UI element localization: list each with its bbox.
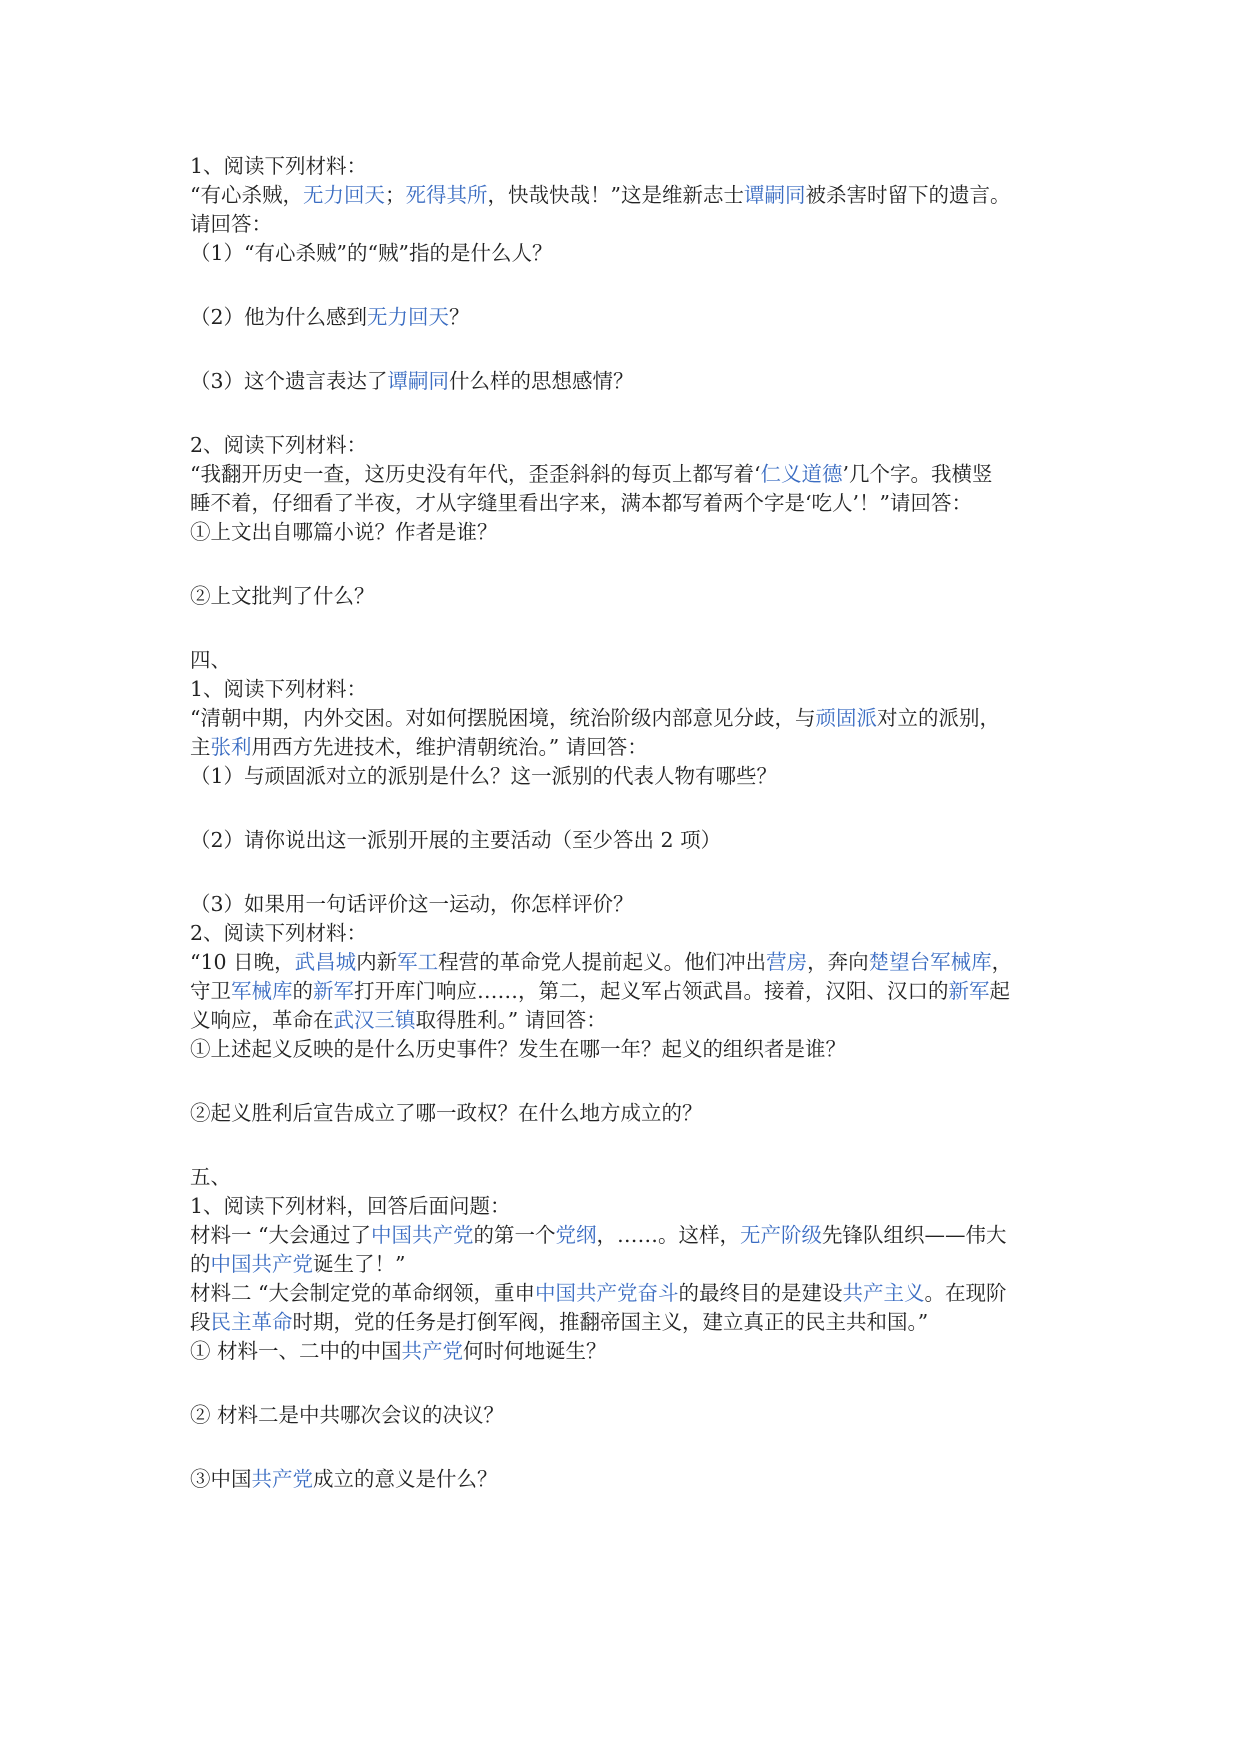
text-run: 时期，党的任务是打倒军阀，推翻帝国主义，建立真正的民主共和国。” [292, 1310, 929, 1334]
keyword-link[interactable]: 武昌城 [294, 950, 357, 974]
text-run: ’几个字。我横竖 [842, 462, 993, 486]
text-line [190, 1279, 1070, 1308]
text-line [190, 303, 1070, 332]
text-line [190, 1337, 1070, 1366]
text-line [190, 646, 1070, 675]
text-run: ， [991, 950, 1013, 974]
keyword-link[interactable]: 共产党 [401, 1339, 464, 1363]
text-line [190, 518, 1070, 547]
text-run: 材料一 “大会通过了 [190, 1223, 371, 1247]
text-run: 段 [190, 1310, 211, 1334]
text-line [190, 152, 1070, 181]
text-run: 2、阅读下列材料： [190, 921, 368, 945]
text-run: ，……。这样， [596, 1223, 740, 1247]
text-run: ； [384, 183, 406, 207]
text-run: ② 材料二是中共哪次会议的决议？ [190, 1403, 505, 1427]
keyword-link[interactable]: 中国共产党 [371, 1223, 474, 1247]
text-line [190, 181, 1070, 210]
text-line [190, 890, 1070, 919]
text-run: 何时何地诞生？ [463, 1339, 607, 1363]
text-line [190, 210, 1070, 239]
text-run: 程营的革命党人提前起义。他们冲出 [438, 950, 767, 974]
text-line [190, 431, 1070, 460]
text-line [190, 1099, 1070, 1128]
text-run: （3）这个遗言表达了 [190, 369, 388, 393]
keyword-link[interactable]: 楚望台军械库 [868, 950, 992, 974]
text-run: 的第一个 [473, 1223, 556, 1247]
text-run: （2）请你说出这一派别开展的主要活动（至少答出 2 项） [190, 828, 722, 852]
text-run: 诞生了！” [313, 1252, 406, 1276]
text-line [190, 489, 1070, 518]
text-run: 起 [989, 979, 1010, 1003]
text-run: 什么样的思想感情？ [449, 369, 634, 393]
keyword-link[interactable]: 党纲 [555, 1223, 597, 1247]
keyword-link[interactable]: 新军 [313, 979, 354, 1003]
keyword-link[interactable]: 无力回天 [302, 183, 385, 207]
keyword-link[interactable]: 新军 [948, 979, 990, 1003]
text-run: 打开库门响应……，第二，起义军占领武昌。接着，汉阳、汉口的 [354, 979, 949, 1003]
text-run: ③中国 [190, 1467, 252, 1491]
text-line [190, 1192, 1070, 1221]
text-line [190, 239, 1070, 268]
text-run: 守卫 [190, 979, 231, 1003]
keyword-link[interactable]: 军工 [397, 950, 439, 974]
keyword-link[interactable]: 军械库 [231, 979, 293, 1003]
text-line [190, 1465, 1070, 1494]
text-run: ①上文出自哪篇小说？作者是谁？ [190, 520, 498, 544]
text-run: “10 日晚， [190, 950, 295, 974]
text-line [190, 1035, 1070, 1064]
blank-line [190, 1064, 1070, 1099]
text-run: ②上文批判了什么？ [190, 584, 375, 608]
text-run: 的 [190, 1252, 211, 1276]
text-line [190, 948, 1070, 977]
keyword-link[interactable]: 营房 [766, 950, 808, 974]
keyword-link[interactable]: 死得其所 [405, 183, 488, 207]
text-run: 的 [292, 979, 313, 1003]
text-run: 。在现阶 [924, 1281, 1007, 1305]
text-line [190, 704, 1070, 733]
text-line [190, 919, 1070, 948]
text-run: 的最终目的是建设 [678, 1281, 843, 1305]
keyword-link[interactable]: 谭嗣同 [743, 183, 806, 207]
text-line [190, 1221, 1070, 1250]
text-line [190, 675, 1070, 704]
blank-line [190, 611, 1070, 646]
text-run: 用西方先进技术，维护清朝统治。” 请回答： [251, 735, 648, 759]
keyword-link[interactable]: 中国共产党 [535, 1281, 638, 1305]
keyword-link[interactable]: 顽固派 [815, 706, 877, 730]
text-run: 1、阅读下列材料： [190, 154, 368, 178]
text-run: 四、 [190, 648, 231, 672]
keyword-link[interactable]: 奋斗 [637, 1281, 679, 1305]
text-line [190, 1250, 1070, 1279]
blank-line [190, 547, 1070, 582]
text-run: ，快哉快哉！”这是维新志士 [487, 183, 744, 207]
text-run: “有心杀贼， [190, 183, 303, 207]
text-run: ①上述起义反映的是什么历史事件？发生在哪一年？起义的组织者是谁？ [190, 1037, 846, 1061]
keyword-link[interactable]: 谭嗣同 [387, 369, 450, 393]
text-run: 睡不着，仔细看了半夜，才从字缝里看出字来，满本都写着两个字是‘吃人’！”请回答： [190, 491, 973, 515]
text-run: 1、阅读下列材料： [190, 677, 368, 701]
text-line [190, 367, 1070, 396]
text-run: （3）如果用一句话评价这一运动，你怎样评价？ [190, 892, 634, 916]
text-run: （1）“有心杀贼”的“贼”指的是什么人？ [190, 241, 553, 265]
keyword-link[interactable]: 共产主义 [842, 1281, 925, 1305]
text-line [190, 582, 1070, 611]
keyword-link[interactable]: 中国共产党 [210, 1252, 313, 1276]
text-line [190, 977, 1070, 1006]
blank-line [190, 332, 1070, 367]
text-run: 义响应，革命在 [190, 1008, 334, 1032]
keyword-link[interactable]: 无力回天 [367, 305, 450, 329]
text-run: ① 材料一、二中的中国 [190, 1339, 402, 1363]
blank-line [190, 1430, 1070, 1465]
keyword-link[interactable]: 张利 [210, 735, 252, 759]
text-run: 被杀害时留下的遗言。 [805, 183, 1011, 207]
blank-line [190, 791, 1070, 826]
text-line [190, 1401, 1070, 1430]
text-line [190, 460, 1070, 489]
text-run: 主 [190, 735, 211, 759]
keyword-link[interactable]: 无产阶级 [740, 1223, 822, 1247]
blank-line [190, 396, 1070, 431]
keyword-link[interactable]: 仁义道德 [760, 462, 843, 486]
text-run: 内新 [356, 950, 398, 974]
text-run: 2、阅读下列材料： [190, 433, 368, 457]
text-run: 1、阅读下列材料，回答后面问题： [190, 1194, 511, 1218]
text-line [190, 733, 1070, 762]
text-run: 取得胜利。” 请回答： [415, 1008, 607, 1032]
text-run: 五、 [190, 1165, 231, 1189]
text-run: “清朝中期，内外交困。对如何摆脱困境，统治阶级内部意见分歧，与 [190, 706, 816, 730]
text-run: ，奔向 [807, 950, 869, 974]
text-line [190, 762, 1070, 791]
text-line [190, 826, 1070, 855]
text-run: ？ [449, 305, 470, 329]
keyword-link[interactable]: 共产党 [251, 1467, 313, 1491]
text-line [190, 1308, 1070, 1337]
blank-line [190, 1366, 1070, 1401]
blank-line [190, 855, 1070, 890]
text-run: （1）与顽固派对立的派别是什么？这一派别的代表人物有哪些？ [190, 764, 778, 788]
text-run: 请回答： [190, 212, 272, 236]
text-line [190, 1163, 1070, 1192]
text-run: 对立的派别， [876, 706, 1000, 730]
text-run: 先锋队组织——伟大 [822, 1223, 1007, 1247]
keyword-link[interactable]: 民主革命 [210, 1310, 293, 1334]
blank-line [190, 268, 1070, 303]
text-run: 成立的意义是什么？ [313, 1467, 498, 1491]
keyword-link[interactable]: 武汉三镇 [333, 1008, 416, 1032]
text-run: （2）他为什么感到 [190, 305, 368, 329]
text-run: ②起义胜利后宣告成立了哪一政权？在什么地方成立的？ [190, 1101, 703, 1125]
document-page [190, 152, 1070, 1494]
text-line [190, 1006, 1070, 1035]
text-run: 材料二 “大会制定党的革命纲领，重申 [190, 1281, 535, 1305]
blank-line [190, 1128, 1070, 1163]
text-run: “我翻开历史一查，这历史没有年代，歪歪斜斜的每页上都写着‘ [190, 462, 761, 486]
